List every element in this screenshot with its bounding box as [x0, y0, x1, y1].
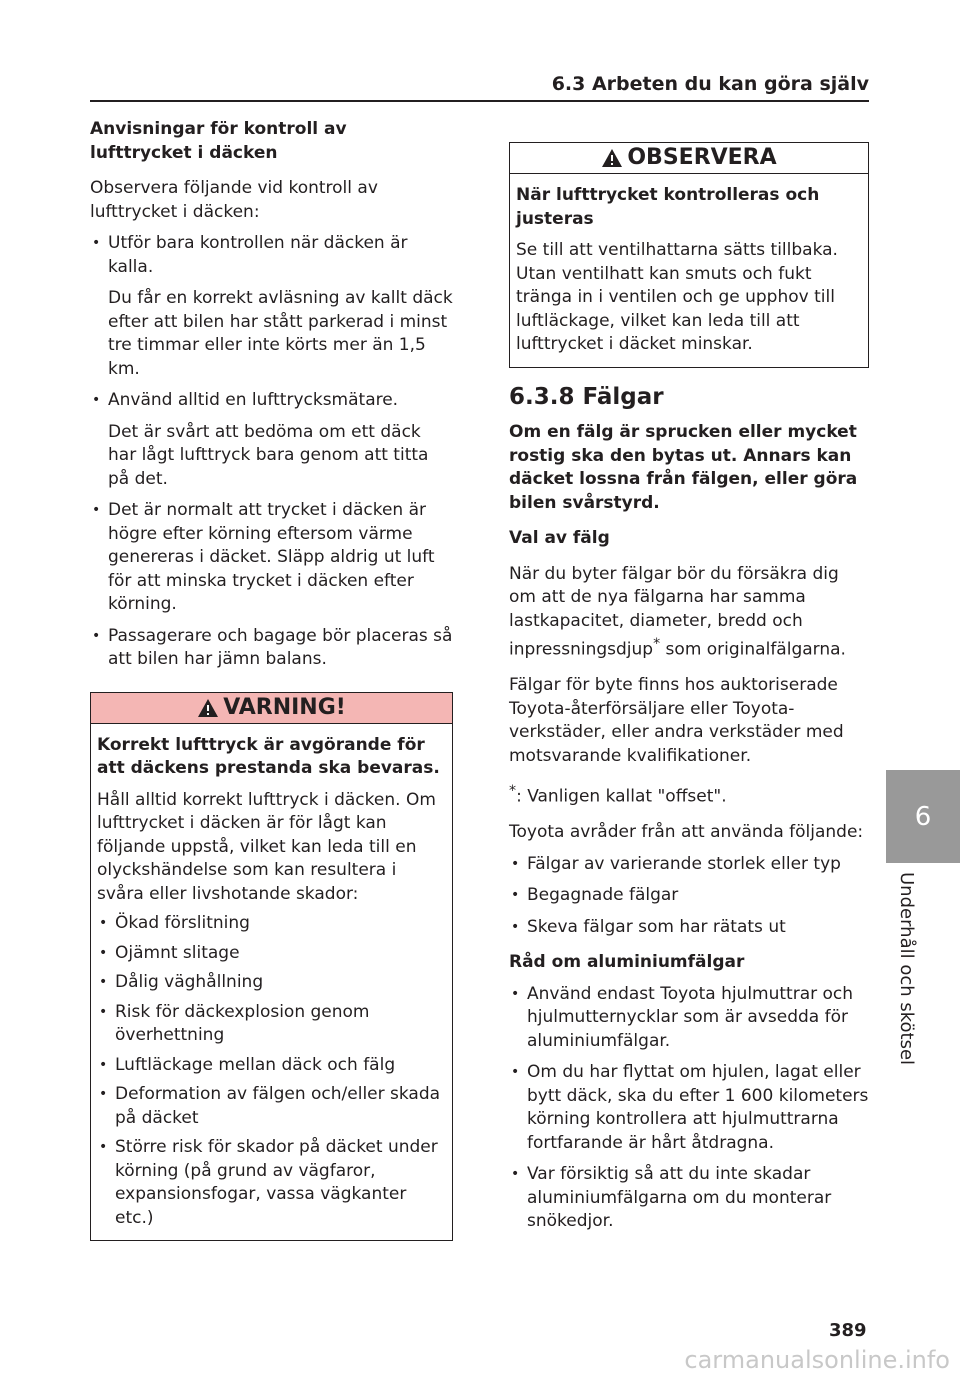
warning-triangle-icon	[601, 148, 623, 168]
warning-box-header	[91, 693, 452, 724]
left-heading: Anvisningar för kontroll av lufttrycket i däcken	[90, 119, 347, 163]
list-item-text: • Använd alltid en lufttrycksmätare.	[108, 390, 399, 410]
warning-box	[90, 692, 453, 1242]
footnote-marker: *	[509, 783, 517, 800]
notice-box-body	[510, 174, 868, 367]
avoid-rims-list	[509, 853, 869, 940]
list-item: • Större risk för skador på däcket under körning (på grund av vägfaror, expansionsfogar, vassa vägkanter etc.)	[97, 1136, 446, 1230]
footnote-marker: *	[653, 636, 661, 652]
advice-paragraph: Toyota avråder från att använda följande:	[509, 822, 864, 843]
left-intro: Observera följande vid kontroll av lufttrycket i däcken:	[90, 178, 378, 222]
warning-subtitle: Korrekt lufttryck är avgörande för att däckens prestanda ska bevaras.	[97, 734, 440, 778]
subheading-rim-choice: Val av fälg	[509, 528, 610, 548]
right-column	[509, 142, 869, 1234]
list-item-subtext: Det är svårt att bedöma om ett däck har lågt lufttryck bara genom att titta på det.	[108, 421, 429, 489]
rim-choice-text-b: som originalfälgarna.	[660, 639, 846, 660]
list-item: • Ökad förslitning	[97, 912, 446, 936]
alloy-rims-list	[509, 983, 869, 1234]
running-header	[90, 72, 869, 102]
list-item: • Ojämnt slitage	[97, 942, 446, 966]
check-instructions-list	[90, 232, 453, 672]
list-item	[90, 625, 453, 672]
list-item: • Risk för däckexplosion genom överhettning	[97, 1001, 446, 1048]
chapter-tab	[886, 770, 960, 863]
list-item	[90, 499, 453, 617]
list-item: • Dålig väghållning	[97, 971, 446, 995]
list-item: • Använd endast Toyota hjulmuttrar och hjulmutternycklar som är avsedda för aluminiumfälgar.	[509, 983, 869, 1054]
list-item-text: • Utför bara kontrollen när däcken är kalla.	[108, 233, 408, 277]
list-item: • Deformation av fälgen och/eller skada på däcket	[97, 1083, 446, 1130]
warning-box-body	[91, 724, 452, 1241]
list-item: • Begagnade fälgar	[509, 884, 869, 908]
footnote	[509, 780, 869, 809]
notice-subtitle: När lufttrycket kontrolleras och justeras	[516, 185, 820, 229]
list-item-text: • Det är normalt att trycket i däcken är högre efter körning eftersom värme genereras i däcket. Släpp aldrig ut luft för att minska trycket i däcken efter körning.	[108, 500, 435, 614]
subheading-alloy-rims: Råd om aluminiumfälgar	[509, 952, 745, 973]
list-item	[90, 232, 453, 381]
chapter-number: 6	[914, 801, 932, 832]
warning-list	[97, 912, 446, 1230]
header-section-title: 6.3 Arbeten du kan göra själv	[551, 73, 869, 95]
left-column	[90, 118, 453, 1241]
footnote-text: : Vanligen kallat "offset".	[516, 786, 727, 807]
list-item: • Fälgar av varierande storlek eller typ	[509, 853, 869, 877]
rim-choice-text-a: När du byter fälgar bör du försäkra dig om att de nya fälgarna har samma lastkapacitet, diameter, bredd och inpressningsdjup	[509, 563, 839, 660]
warning-title: VARNING!	[223, 694, 346, 720]
notice-box-header	[510, 143, 868, 174]
list-item: • Skeva fälgar som har rätats ut	[509, 916, 869, 940]
rim-choice-paragraph	[509, 563, 869, 663]
warning-triangle-icon	[197, 698, 219, 718]
list-item: • Var försiktig så att du inte skadar aluminiumfälgarna om du monterar snökedjor.	[509, 1163, 869, 1234]
section-lead: Om en fälg är sprucken eller mycket rostig ska den bytas ut. Annars kan däcket lossna från fälgen, eller göra bilen svårstyrd.	[509, 422, 858, 513]
notice-box	[509, 142, 869, 368]
watermark: carmanualsonline.info	[684, 1346, 950, 1374]
warning-text: Håll alltid korrekt lufttryck i däcken. Om lufttrycket i däcken är för lågt kan följande uppstå, vilket kan leda till en olyckshändelse som kan resultera i svåra eller livshotande skador:	[97, 789, 436, 904]
list-item: • Luftläckage mellan däck och fälg	[97, 1054, 446, 1078]
list-item-subtext: Du får en korrekt avläsning av kallt däck efter att bilen har stått parkerad i minst tre timmar eller inte körts mer än 1,5 km.	[108, 288, 453, 379]
chapter-label: Underhåll och skötsel	[896, 872, 917, 1066]
dealer-paragraph: Fälgar för byte finns hos auktoriserade Toyota-återförsäljare eller Toyota-verkstäder, eller andra verkstäder med motsvarande kvalifikationer.	[509, 675, 844, 766]
section-title: 6.3.8 Fälgar	[509, 383, 664, 410]
notice-text: Se till att ventilhattarna sätts tillbaka. Utan ventilhatt kan smuts och fukt tränga in i ventilen och ge upphov till luftläckage, vilket kan leda till att lufttrycket i däcket minskar.	[516, 240, 838, 354]
list-item-text: • Passagerare och bagage bör placeras så att bilen har jämn balans.	[108, 625, 453, 669]
list-item	[90, 389, 453, 491]
list-item: • Om du har flyttat om hjulen, lagat eller bytt däck, ska du efter 1 600 kilometers körning kontrollera att hjulmuttrarna fortfarande är hårt åtdragna.	[509, 1061, 869, 1155]
notice-title: OBSERVERA	[627, 145, 777, 171]
page-number: 389	[829, 1320, 867, 1341]
